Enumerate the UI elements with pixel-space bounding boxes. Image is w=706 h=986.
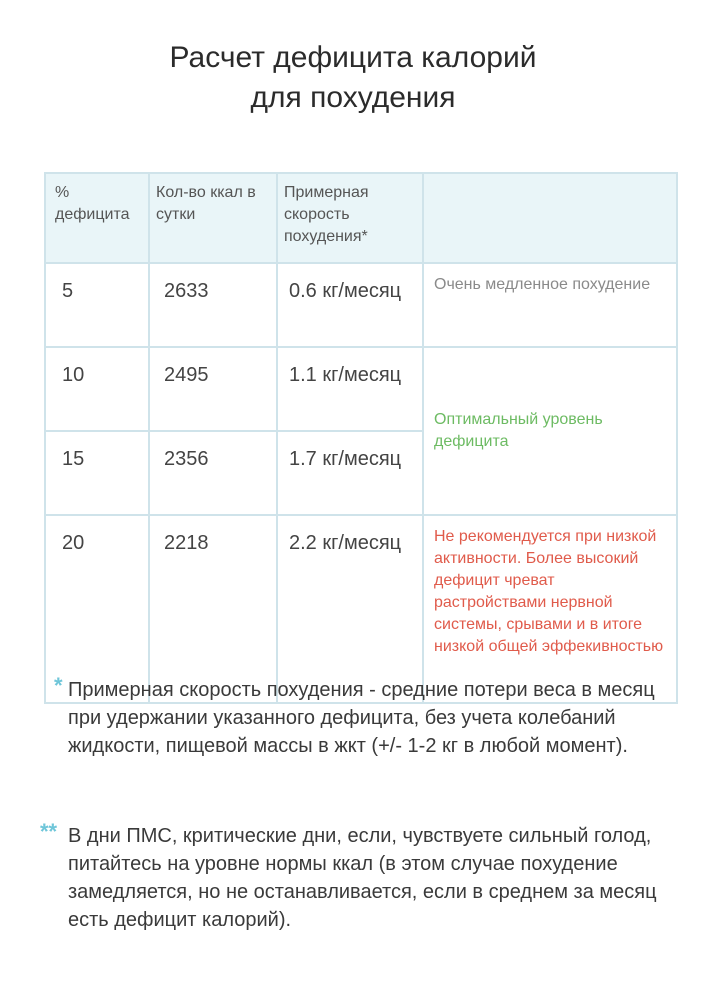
cell-kcal: 2356: [149, 431, 277, 515]
footnote-text: В дни ПМС, критические дни, если, чувствуете сильный голод, питайтесь на уровне нормы ккал (в этом случае похудение замедляется, но не останавливается, если в среднем за месяц есть дефицит калорий).: [68, 825, 657, 931]
table-header-row: [45, 173, 677, 263]
note-not-recommended: Не рекомендуется при низкой активности. Более высокий дефицит чреват растройствами нервной системы, срывами и в итоге низкой общей эффекивностью: [423, 515, 677, 703]
cell-speed: 2.2 кг/месяц: [277, 515, 423, 703]
note-slow: Очень медленное похудение: [423, 263, 677, 347]
title-line-1: Расчет дефицита калорий: [169, 41, 537, 74]
deficit-table: [44, 172, 678, 704]
page-title: [0, 38, 706, 118]
header-speed: Примерная скорость похудения*: [277, 173, 423, 263]
title-line-2: для похудения: [250, 81, 456, 114]
cell-speed: 1.7 кг/месяц: [277, 431, 423, 515]
footnote-pms: [40, 819, 672, 934]
note-optimal: Оптимальный уровень дефицита: [423, 347, 677, 515]
cell-speed: 1.1 кг/месяц: [277, 347, 423, 431]
footnote-speed: [52, 673, 672, 760]
table-row: [45, 263, 677, 347]
footnote-asterisk: *: [54, 673, 63, 698]
footnote-text: Примерная скорость похудения - средние потери веса в месяц при удержании указанного дефицита, без учета колебаний жидкости, пищевой массы в жкт (+/- 1-2 кг в любой момент).: [68, 679, 655, 757]
header-kcal: Кол-во ккал в сутки: [149, 173, 277, 263]
cell-kcal: 2218: [149, 515, 277, 703]
cell-deficit: 20: [45, 515, 149, 703]
table-row: [45, 347, 677, 431]
cell-deficit: 5: [45, 263, 149, 347]
cell-kcal: 2495: [149, 347, 277, 431]
cell-deficit: 10: [45, 347, 149, 431]
cell-kcal: 2633: [149, 263, 277, 347]
footnote-double-asterisk: **: [40, 819, 58, 844]
header-note: [423, 173, 677, 263]
cell-deficit: 15: [45, 431, 149, 515]
cell-speed: 0.6 кг/месяц: [277, 263, 423, 347]
table-row: [45, 515, 677, 703]
header-deficit: % дефицита: [45, 173, 149, 263]
